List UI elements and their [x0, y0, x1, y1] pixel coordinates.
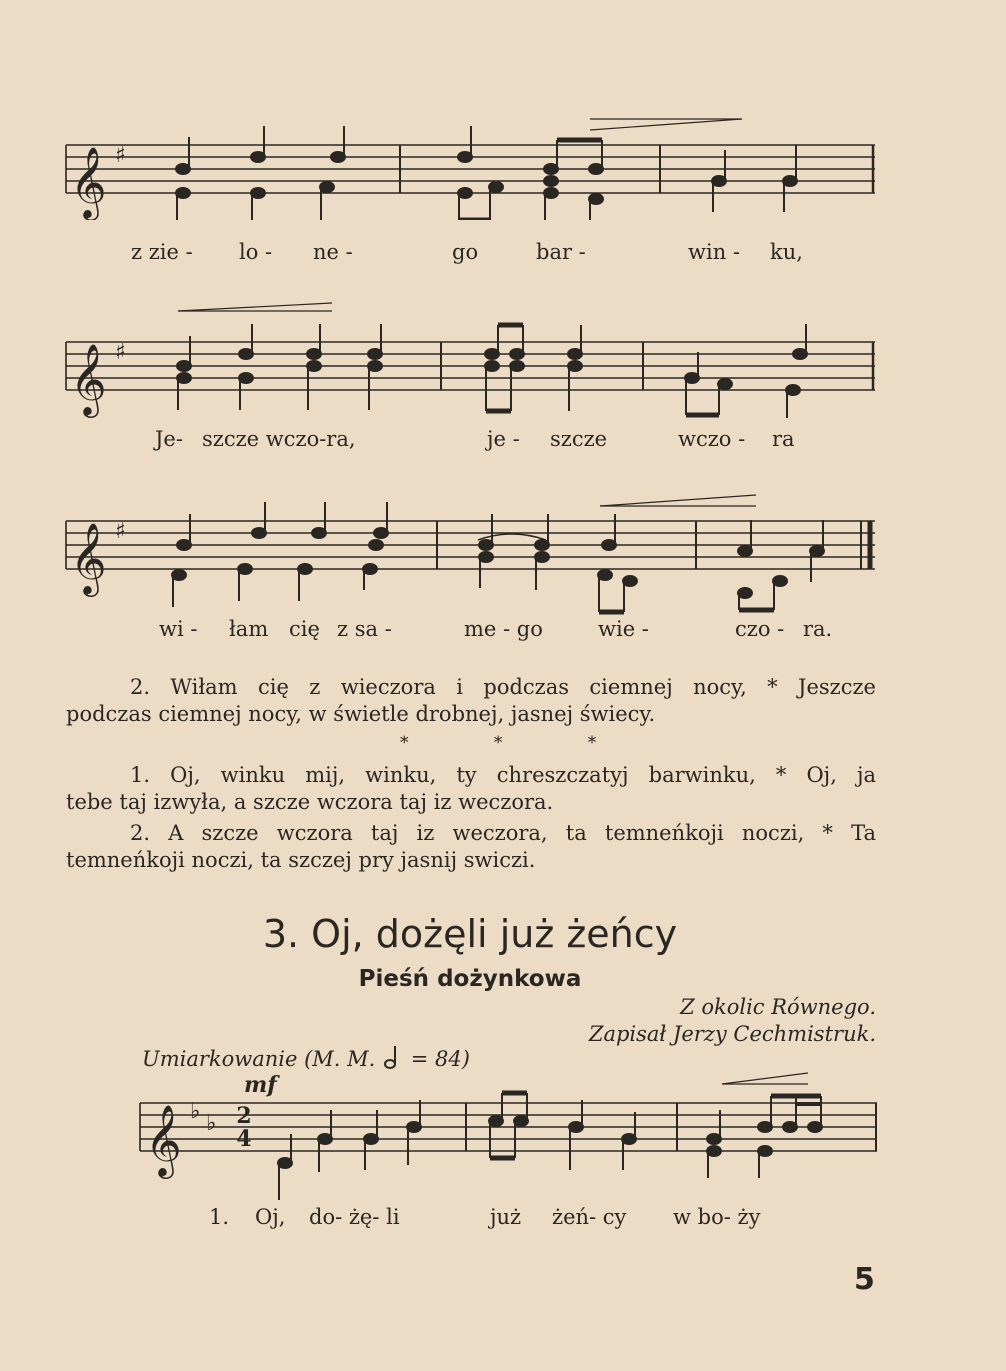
- time-signature: [233, 1105, 255, 1151]
- verse-line: podczas ciemnej nocy, w świetle drobnej, jasnej świecy.: [66, 702, 656, 726]
- lyrics-line-3: [0, 617, 1006, 647]
- verse-ukrainian-2: [66, 820, 876, 874]
- lyric-syllable: łam: [229, 617, 269, 641]
- lyric-syllable: Oj,: [255, 1205, 286, 1229]
- verse-line: temneńkoji noczi, ta szczej pry jasnij swiczi.: [66, 848, 536, 872]
- verse-line: 1. Oj, winku mij, winku, ty chreszczatyj barwinku, * Oj, ja: [130, 763, 876, 787]
- lyrics-line-2: [0, 427, 1006, 457]
- time-signature-top: 2: [236, 1103, 252, 1129]
- lyric-syllable: z sa -: [337, 617, 392, 641]
- tempo-value: = 84): [410, 1047, 470, 1071]
- song-subtitle: Pieśń dożynkowa: [358, 966, 582, 992]
- music-staff-4: [0, 1060, 1006, 1210]
- lyric-syllable: 1.: [209, 1205, 230, 1229]
- lyric-syllable: lo -: [239, 240, 273, 264]
- song-origin: Z okolic Równego.: [680, 995, 876, 1019]
- svg-text:♯: ♯: [115, 340, 126, 365]
- svg-text:♯: ♯: [115, 143, 126, 168]
- verse-line: 2. A szcze wczora taj iz weczora, ta temneńkoji noczi, * Ta: [130, 821, 876, 845]
- lyric-syllable: żeń- cy: [552, 1205, 627, 1229]
- lyrics-line-4: [0, 1205, 1006, 1235]
- lyric-syllable: cię: [289, 617, 320, 641]
- song-title: 3. Oj, dożęli już żeńcy: [262, 912, 678, 956]
- lyric-syllable: wczo -: [678, 427, 746, 451]
- time-signature-bottom: 4: [236, 1126, 252, 1152]
- lyric-syllable: czo -: [735, 617, 785, 641]
- verse-line: tebe taj izwyła, a szcze wczora taj iz weczora.: [66, 790, 554, 814]
- svg-text:𝄞: 𝄞: [70, 145, 107, 218]
- lyric-syllable: je -: [487, 427, 520, 451]
- verse-line: 2. Wiłam cię z wieczora i podczas ciemnej nocy, * Jeszcze: [130, 675, 876, 699]
- lyric-syllable: wi -: [159, 617, 198, 641]
- lyric-syllable: me - go: [464, 617, 543, 641]
- svg-text:♯: ♯: [115, 519, 126, 544]
- verse-polish-2: [66, 674, 876, 728]
- dynamic-marking: mf: [244, 1072, 277, 1098]
- tempo-text: Umiarkowanie (M. M.: [142, 1047, 376, 1071]
- lyric-syllable: ku,: [770, 240, 803, 264]
- lyric-syllable: wie -: [598, 617, 649, 641]
- lyric-syllable: win -: [688, 240, 740, 264]
- lyric-syllable: go: [452, 240, 479, 264]
- lyric-syllable: ne -: [313, 240, 353, 264]
- svg-text:♭: ♭: [206, 1111, 217, 1136]
- section-separator: * * *: [400, 733, 637, 753]
- lyric-syllable: ra.: [803, 617, 833, 641]
- svg-text:𝄞: 𝄞: [145, 1103, 182, 1176]
- lyric-syllable: do- żę- li: [309, 1205, 400, 1229]
- song-recorded-by: Zapisał Jerzy Cechmistruk.: [588, 1022, 876, 1046]
- lyric-syllable: szcze: [550, 427, 608, 451]
- lyric-syllable: szcze wczo-ra,: [202, 427, 356, 451]
- svg-text:𝄞: 𝄞: [70, 342, 107, 415]
- lyric-syllable: w bo- ży: [673, 1205, 761, 1229]
- svg-text:𝄞: 𝄞: [70, 521, 107, 594]
- lyric-syllable: z zie -: [131, 240, 193, 264]
- svg-text:♭: ♭: [190, 1099, 201, 1124]
- lyric-syllable: bar -: [536, 240, 586, 264]
- music-staff-3: [0, 480, 1006, 615]
- page-number: 5: [854, 1262, 875, 1297]
- music-staff-2: [0, 290, 1006, 420]
- lyric-syllable: Je-: [155, 427, 183, 451]
- verse-ukrainian-1: [66, 762, 876, 816]
- lyric-syllable: ra: [772, 427, 795, 451]
- music-staff-1: [0, 100, 1006, 220]
- lyrics-line-1: [0, 240, 1006, 270]
- lyric-syllable: już: [490, 1205, 522, 1229]
